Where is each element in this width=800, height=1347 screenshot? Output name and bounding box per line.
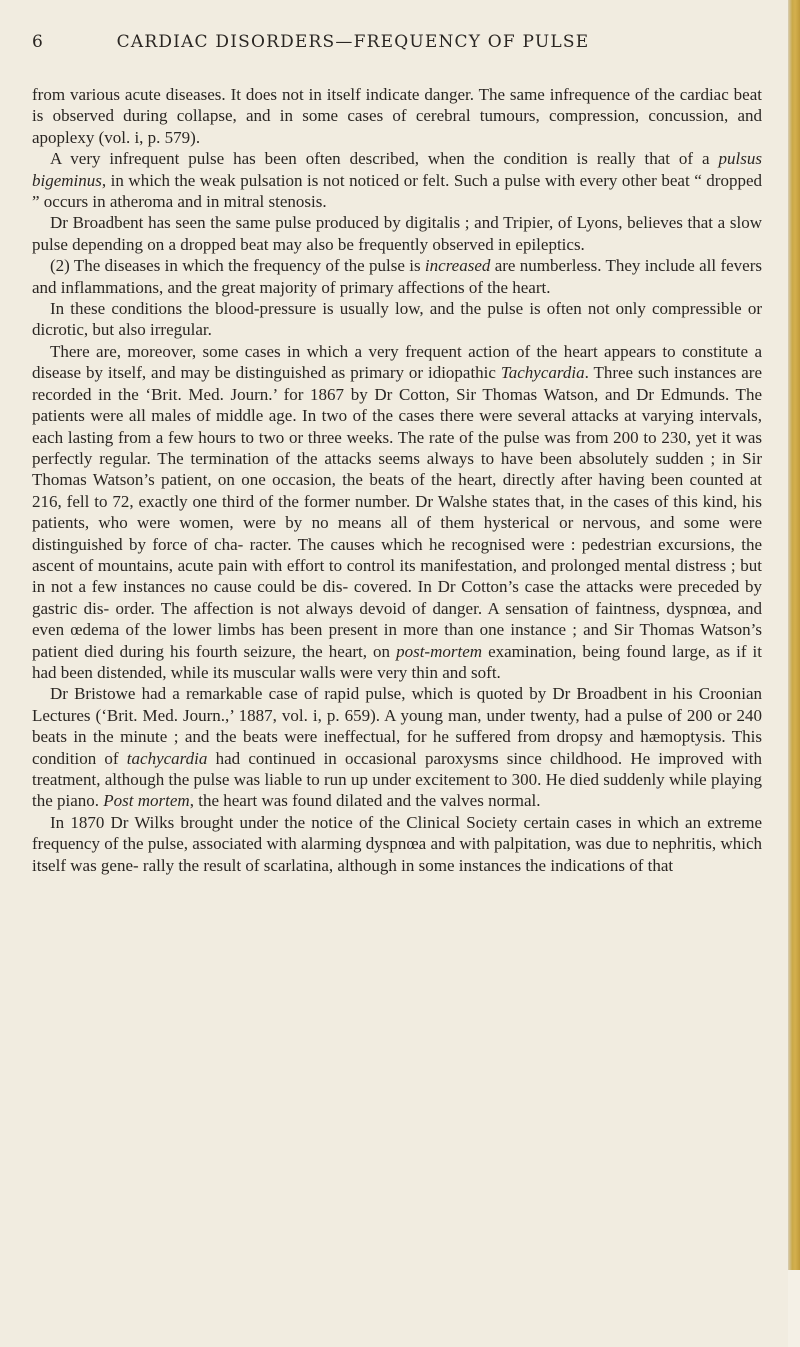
page-number: 6 — [32, 32, 44, 52]
paragraph-p6 — [32, 341, 762, 684]
italic-text: Tachycardia — [500, 363, 585, 383]
text-segment: are numberless. They include all fevers and inflammations, and the great majority of primary affections of the heart. — [32, 256, 762, 297]
text-segment: from various acute diseases. It does not in itself indicate danger. The same infrequence of the cardiac beat is observed during collapse, and in some cases of cerebral tumours, compression, concussion, and apoplexy (vol. i, p. 579). — [32, 85, 762, 147]
text-segment: (2) The diseases in which the frequency of the pulse is — [50, 256, 425, 276]
page-edge-gap — [788, 1270, 800, 1347]
text-segment: , in which the weak pulsation is not noticed or felt. Such a pulse with every other beat “ dropped ” occurs in atheroma and in mitral stenosis. — [32, 170, 762, 212]
running-head — [28, 32, 768, 62]
italic-text: Post mortem — [103, 791, 190, 811]
gilt-page-edge — [788, 0, 800, 1347]
text-segment: A very infrequent pulse has been often described, when the condition is really that of a — [50, 149, 719, 169]
italic-text: post-mortem — [396, 641, 483, 661]
text-segment: had continued in occasional paroxysms since childhood. He improved with treatment, although the pulse was liable to run up under excitement to 300. He died suddenly while playing the piano. — [32, 748, 762, 811]
text-segment: examination, being found large, as if it had been distended, while its muscular walls were very thin and soft. — [32, 641, 762, 682]
paragraph-p7 — [32, 683, 762, 811]
paragraph-p4 — [32, 255, 762, 298]
paragraph-p8 — [32, 812, 762, 876]
italic-text: increased — [424, 256, 491, 276]
text-segment: There are, moreover, some cases in which a very frequent action of the heart appears to constitute a disease by itself, and may be distinguished as primary or idiopathic — [32, 341, 762, 383]
body-text — [32, 84, 762, 876]
text-segment: In these conditions the blood-pressure is usually low, and the pulse is often not only compressible or dicrotic, but also irregular. — [32, 299, 762, 340]
paragraph-p2 — [32, 148, 762, 212]
text-segment: Dr Broadbent has seen the same pulse produced by digitalis ; and Tripier, of Lyons, believes that a slow pulse depending on a dropped beat may also be frequently observed in epileptics. — [32, 213, 762, 254]
text-segment: Dr Bristowe had a remarkable case of rapid pulse, which is quoted by Dr Broadbent in his Croonian Lectures (‘Brit. Med. Journ.,’ 1887, vol. i, p. 659). A young man, under twenty, had a pulse of 200 or 240 beats in the minute ; and the beats were ineffectual, for he suffered from dropsy and hæmoptysis. This condition of — [32, 684, 762, 768]
running-title: CARDIAC DISORDERS—FREQUENCY OF PULSE — [116, 32, 590, 52]
paragraph-p5 — [32, 298, 762, 341]
italic-text: pulsus bigeminus — [32, 149, 762, 190]
paragraph-p1 — [32, 84, 762, 148]
italic-text: tachycardia — [126, 748, 208, 768]
text-segment: , the heart was found dilated and the valves normal. — [189, 791, 541, 811]
paragraph-p3 — [32, 212, 762, 255]
text-segment: . Three such instances are recorded in the ‘Brit. Med. Journ.’ for 1867 by Dr Cotton, Sir Thomas Watson, and Dr Edmunds. The patients were all males of middle age. In two of the cases there were several attacks at varying intervals, each lasting from a few hours to two or three weeks. The rate of the pulse was from 200 to 230, yet it was perfectly regular. The termination of the attacks seems always to have been absolutely sudden ; in Sir Thomas Watson’s patient, on one occasion, the beats of the heart, directly after having been counted at 216, fell to 72, exactly one third of the former number. Dr Walshe states that, in the cases of this kind, his patients, who were women, were by no means all of them hysterical or nervous, and some were distinguished by force of cha- racter. The causes which he recognised were : pedestrian excursions, the ascent of mountains, acute pain with effort to control its manifestation, and prolonged mental distress ; but in not a few instances no cause could be dis- covered. In Dr Cotton’s case the attacks were preceded by gastric dis- order. The affection is not always devoid of danger. A sensation of faintness, dyspnœa, and even œdema of the lower limbs has been present in more than one instance ; and Sir Thomas Watson’s patient died during his fourth seizure, the heart, on — [32, 363, 763, 661]
text-segment: In 1870 Dr Wilks brought under the notice of the Clinical Society certain cases in which an extreme frequency of the pulse, associated with alarming dyspnœa and with palpitation, was due to nephritis, which itself was gene- rally the result of scarlatina, although in some instances the indications of that — [32, 812, 762, 875]
